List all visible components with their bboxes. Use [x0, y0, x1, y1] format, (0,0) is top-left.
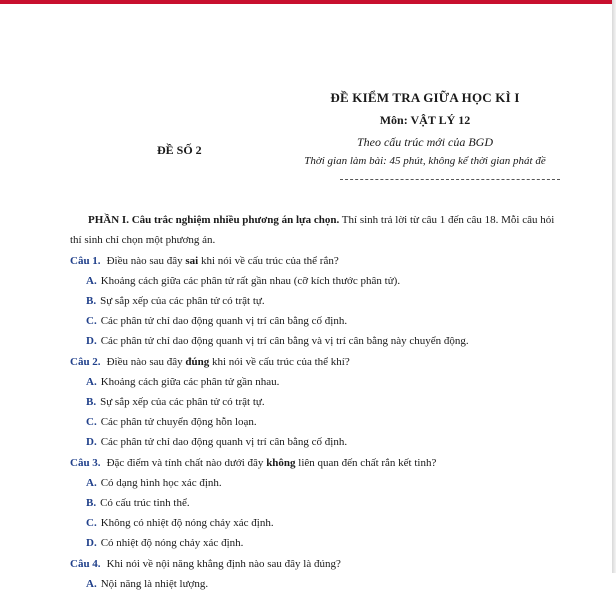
question-3 — [70, 453, 560, 473]
answer-option — [86, 372, 560, 392]
part-one-heading: PHẦN I. Câu trắc nghiệm nhiều phương án lựa chọn. — [88, 214, 340, 226]
exam-header — [285, 90, 565, 167]
option-label: A. — [86, 376, 97, 388]
option-label: A. — [86, 578, 97, 590]
part-one-instruction: Thí sinh trả lời từ câu 1 đến câu 18. Mỗi câu hỏi thí sinh chỉ chọn một phương án. — [70, 214, 555, 246]
option-label: B. — [86, 497, 97, 509]
question-text: Đặc điểm và tính chất nào dưới đây — [106, 457, 267, 469]
question-4 — [70, 554, 560, 574]
answer-option — [86, 331, 560, 351]
option-label: D. — [86, 537, 97, 549]
question-keyword: sai — [185, 255, 199, 267]
exam-subject: Môn: VẬT LÝ 12 — [379, 113, 471, 127]
answer-option — [86, 493, 560, 513]
question-text-end: khi nói về cấu trúc của thể khí? — [209, 356, 350, 368]
option-text: Có cấu trúc tinh thể. — [100, 497, 190, 509]
question-label: Câu 1. — [70, 255, 101, 267]
question-label: Câu 2. — [70, 356, 101, 368]
option-label: A. — [86, 477, 97, 489]
answer-option — [86, 513, 560, 533]
question-keyword: không — [266, 457, 296, 469]
question-text: Khi nói về nội năng khẳng định nào sau đây là đúng? — [106, 558, 341, 570]
question-1 — [70, 251, 560, 271]
option-text: Nội năng là nhiệt lượng. — [100, 578, 209, 590]
answer-option — [86, 574, 560, 594]
option-label: C. — [86, 416, 97, 428]
question-text: Điều nào sau đây — [106, 356, 186, 368]
option-text: Các phân tử chỉ dao động quanh vị trí cân bằng và vị trí cân bằng này chuyển động. — [100, 335, 469, 347]
option-label: C. — [86, 315, 97, 327]
exam-number: ĐỀ SỐ 2 — [157, 143, 202, 157]
option-label: B. — [86, 396, 97, 408]
option-text: Khoảng cách giữa các phân tử gần nhau. — [100, 376, 280, 388]
header-divider — [340, 179, 560, 180]
answer-option — [86, 412, 560, 432]
option-text: Không có nhiệt độ nóng chảy xác định. — [100, 517, 274, 529]
answer-option — [86, 311, 560, 331]
option-text: Có nhiệt độ nóng chảy xác định. — [100, 537, 244, 549]
answer-option — [86, 271, 560, 291]
page-edge-shadow — [612, 0, 616, 573]
exam-structure-note: Theo cấu trúc mới của BGD — [356, 135, 494, 149]
option-label: C. — [86, 517, 97, 529]
answer-option — [86, 473, 560, 493]
question-keyword: đúng — [185, 356, 210, 368]
answer-option — [86, 533, 560, 553]
answer-option — [86, 291, 560, 311]
exam-time-note: Thời gian làm bài: 45 phút, không kể thời gian phát đề — [304, 155, 546, 167]
option-label: D. — [86, 335, 97, 347]
answer-option — [86, 392, 560, 412]
option-label: A. — [86, 275, 97, 287]
option-text: Các phân tử chỉ dao động quanh vị trí cân bằng cố định. — [100, 436, 348, 448]
option-text: Sự sắp xếp của các phân tử có trật tự. — [100, 295, 265, 307]
option-label: D. — [86, 436, 97, 448]
option-label: B. — [86, 295, 97, 307]
question-text-end: liên quan đến chất rắn kết tinh? — [295, 457, 437, 469]
question-2 — [70, 352, 560, 372]
question-list — [70, 251, 560, 594]
exam-title: ĐỀ KIỂM TRA GIỮA HỌC KÌ I — [330, 90, 520, 105]
option-text: Sự sắp xếp của các phân tử có trật tự. — [100, 396, 265, 408]
option-text: Có dạng hình học xác định. — [100, 477, 222, 489]
question-label: Câu 4. — [70, 558, 101, 570]
part-one-intro — [70, 210, 560, 250]
answer-option — [86, 432, 560, 452]
option-text: Khoảng cách giữa các phân tử rất gần nhau (cỡ kích thước phân tử). — [100, 275, 401, 287]
question-label: Câu 3. — [70, 457, 101, 469]
option-text: Các phân tử chỉ dao động quanh vị trí cân bằng cố định. — [100, 315, 348, 327]
exam-content — [70, 210, 560, 594]
question-text: Điều nào sau đây — [106, 255, 186, 267]
question-text-end: khi nói về cấu trúc của thể rắn? — [198, 255, 339, 267]
document-page — [0, 4, 612, 590]
option-text: Các phân tử chuyển động hỗn loạn. — [100, 416, 257, 428]
